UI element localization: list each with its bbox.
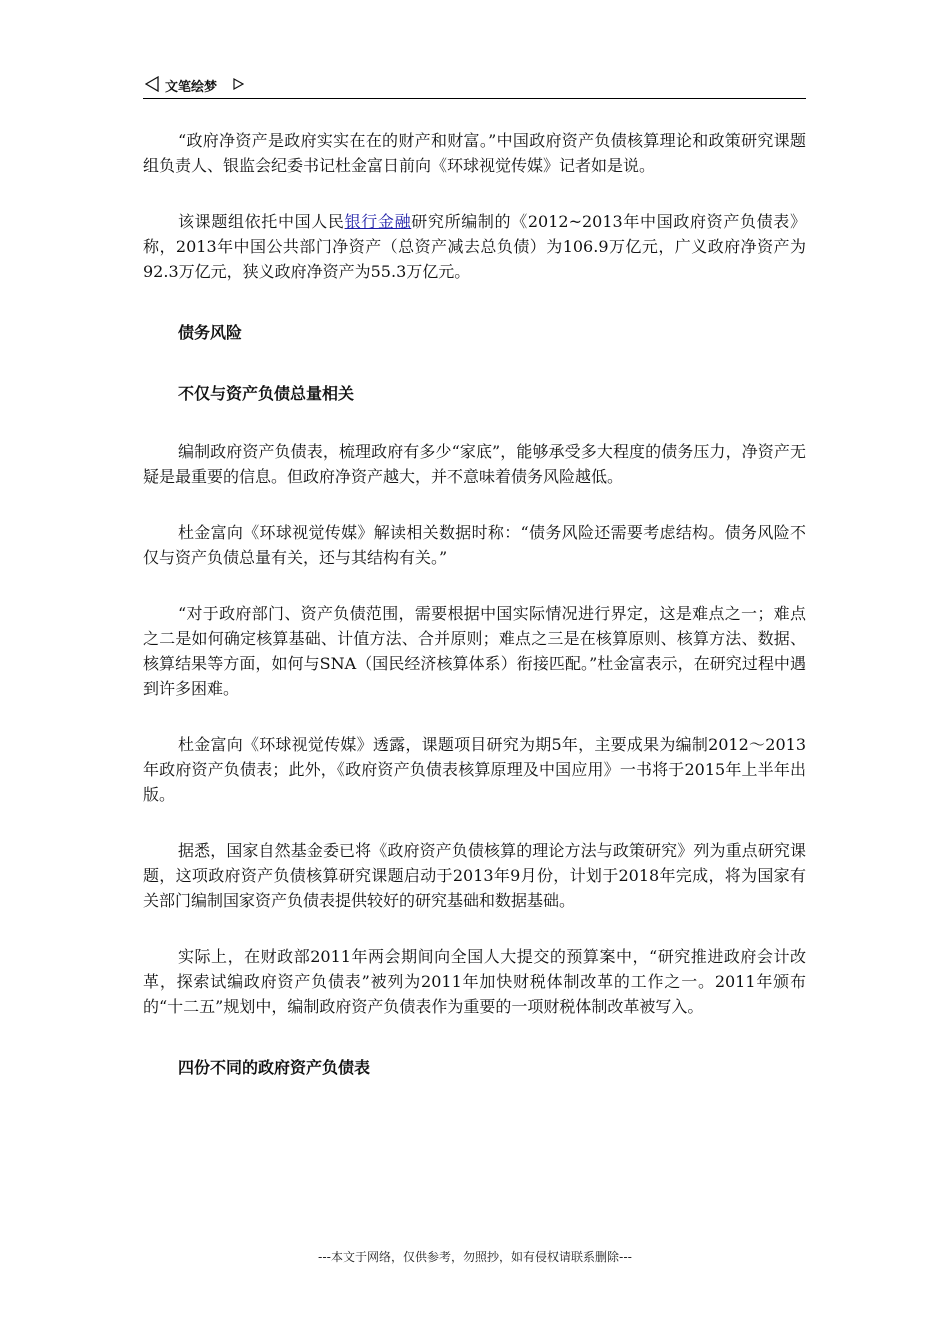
page-header [143, 72, 806, 99]
triangle-left-icon [145, 76, 159, 92]
page-footer: ---本文于网络，仅供参考，勿照抄，如有侵权请联系删除--- [318, 1250, 632, 1264]
bank-finance-link[interactable]: 银行金融 [344, 212, 412, 231]
paragraph-6: 杜金富向《环球视觉传媒》透露，课题项目研究为期5年，主要成果为编制2012～2013年政府资产负债表；此外，《政府资产负债表核算原理及中国应用》一书将于2015年上半年出版。 [143, 735, 806, 804]
paragraph-2-text-b: 研究所编制的《2012~2013年中国政府资产负债表》称，2013年中国公共部门净资产（总资产减去总负债）为106.9万亿元，广义政府净资产为92.3万亿元，狭义政府净资产为55.3万亿元。 [143, 212, 806, 281]
paragraph-3: 编制政府资产负债表，梳理政府有多少“家底”，能够承受多大程度的债务压力，净资产无疑是最重要的信息。但政府净资产越大，并不意味着债务风险越低。 [143, 442, 806, 486]
paragraph-5: “对于政府部门、资产负债范围，需要根据中国实际情况进行界定，这是难点之一；难点之二是如何确定核算基础、计值方法、合并原则；难点之三是在核算原则、核算方法、数据、核算结果等方面，如何与SNA（国民经济核算体系）衔接匹配。”杜金富表示，在研究过程中遇到许多困难。 [143, 604, 806, 698]
section-heading-total: 不仅与资产负债总量相关 [178, 384, 355, 403]
paragraph-8: 实际上，在财政部2011年两会期间向全国人大提交的预算案中，“研究推进政府会计改革，探索试编政府资产负债表”被列为2011年加快财税体制改革的工作之一。2011年颁布的“十二五”规划中，编制政府资产负债表作为重要的一项财税体制改革被写入。 [143, 947, 806, 1016]
section-heading-debt-risk: 债务风险 [178, 323, 243, 342]
paragraph-2-text-a: 该课题组依托中国人民 [178, 212, 345, 231]
header-title: 文笔绘梦 [165, 80, 218, 95]
paragraph-7: 据悉，国家自然基金委已将《政府资产负债核算的理论方法与政策研究》列为重点研究课题，这项政府资产负债核算研究课题启动于2013年9月份，计划于2018年完成，将为国家有关部门编制国家资产负债表提供较好的研究基础和数据基础。 [143, 841, 806, 910]
paragraph-2 [143, 209, 806, 284]
paragraph-4: 杜金富向《环球视觉传媒》解读相关数据时称：“债务风险还需要考虑结构。债务风险不仅与资产负债总量有关，还与其结构有关。” [143, 523, 806, 567]
section-heading-four-tables: 四份不同的政府资产负债表 [178, 1058, 371, 1077]
triangle-right-icon [233, 78, 244, 90]
document-body [143, 128, 806, 1080]
paragraph-1: “政府净资产是政府实实在在的财产和财富。”中国政府资产负债核算理论和政策研究课题组负责人、银监会纪委书记杜金富日前向《环球视觉传媒》记者如是说。 [143, 131, 806, 175]
